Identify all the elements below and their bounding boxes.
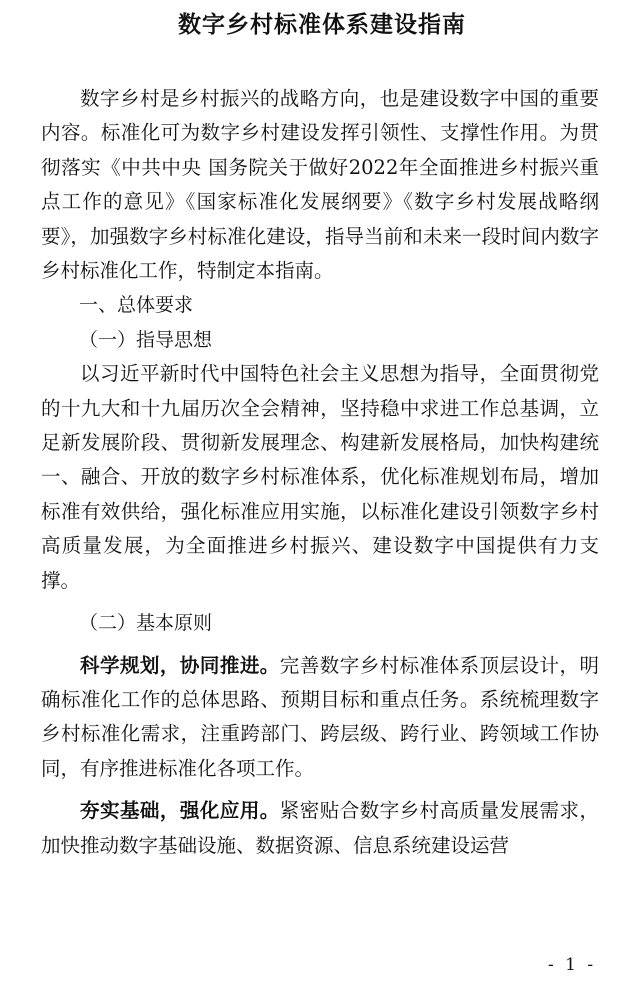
paragraph-gap bbox=[41, 786, 599, 794]
principle-lead-foundation: 夯实基础，强化应用。 bbox=[80, 799, 280, 823]
subheading-basic-principles: （二）基本原则 bbox=[79, 612, 213, 635]
intro-paragraph: 数字乡村是乡村振兴的战略方向，也是建设数字中国的重要内容。标准化可为数字乡村建设发挥引领性、支撑性作用。为贯彻落实《中共中央 国务院关于做好2022年全面推进乡村振兴重点工作的意见》《国家标准化发展纲要》《数字乡村发展战略纲要》，加强数字乡村标准化建设，指导当前和未来一段时间内数字乡村标准化工作，特制定本指南。 bbox=[41, 87, 599, 283]
principle-text-foundation: 紧密贴合数字乡村高质量发展需求，加快推动数字基础设施、数据资源、信息系统建设运营 bbox=[41, 799, 599, 857]
principle-paragraph-planning bbox=[41, 649, 599, 787]
paragraph-gap bbox=[41, 598, 599, 606]
principle-text-planning: 完善数字乡村标准体系顶层设计，明确标准化工作的总体思路、预期目标和重点任务。系统梳理数字乡村标准化需求，注重跨部门、跨层级、跨行业、跨领域工作协同，有序推进标准化各项工作。 bbox=[41, 653, 599, 780]
principle-lead-planning: 科学规划，协同推进。 bbox=[80, 653, 280, 677]
page-number: - 1 - bbox=[548, 955, 597, 975]
subheading-guiding-ideology: （一）指导思想 bbox=[79, 328, 213, 351]
principle-paragraph-foundation bbox=[41, 794, 599, 863]
document-title: 数字乡村标准体系建设指南 bbox=[178, 12, 466, 38]
document-body bbox=[41, 82, 599, 863]
guiding-ideology-paragraph: 以习近平新时代中国特色社会主义思想为指导，全面贯彻党的十九大和十九届历次全会精神，坚持稳中求进工作总基调，立足新发展阶段、贯彻新发展理念、构建新发展格局，加快构建统一、融合、开放的数字乡村标准体系，优化标准规划布局，增加标准有效供给，强化标准应用实施，以标准化建设引领数字乡村高质量发展，为全面推进乡村振兴、建设数字中国提供有力支撑。 bbox=[41, 362, 599, 592]
paragraph-gap bbox=[41, 641, 599, 649]
section-heading-general-requirements: 一、总体要求 bbox=[79, 294, 194, 317]
